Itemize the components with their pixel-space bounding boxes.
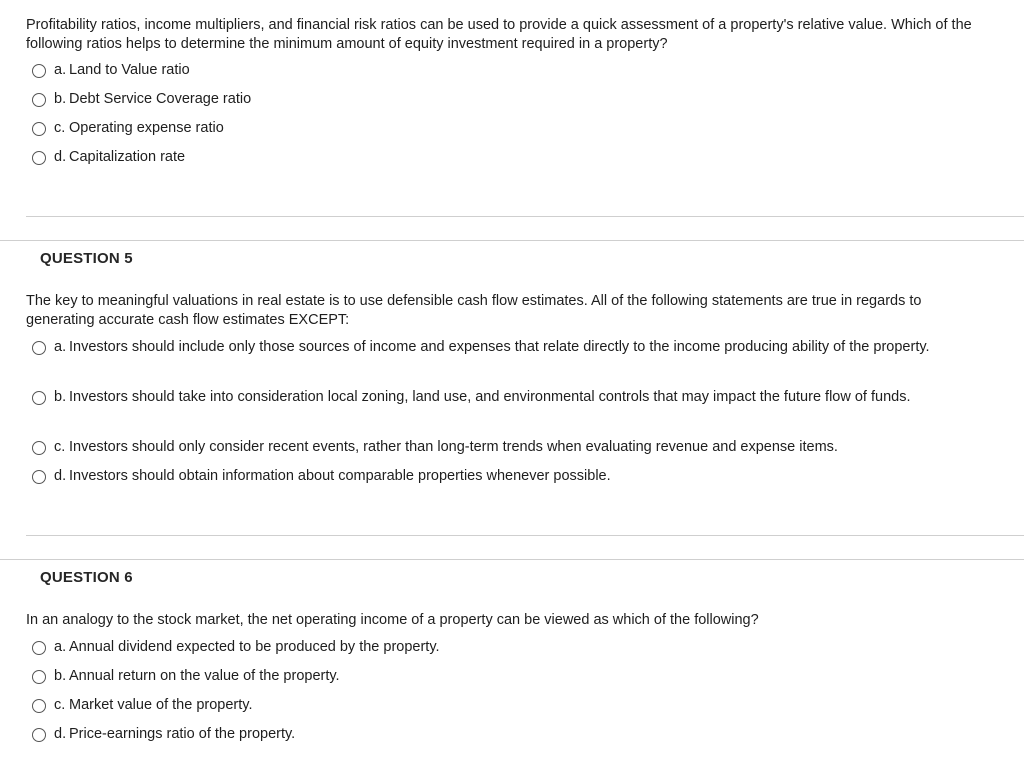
option-letter: c.: [54, 697, 66, 713]
option-letter: c.: [54, 439, 66, 455]
question-divider: [0, 559, 1024, 560]
option-text: Annual return on the value of the property.: [69, 668, 340, 684]
radio-button[interactable]: [32, 441, 46, 455]
option-text: Land to Value ratio: [69, 62, 190, 78]
question-5-option-a[interactable]: [32, 337, 972, 358]
question-5-option-b[interactable]: [32, 387, 972, 408]
question-5-option-d[interactable]: [32, 466, 972, 487]
question-6-prompt: In an analogy to the stock market, the net operating income of a property can be viewed as which of the following?: [26, 612, 759, 628]
radio-button[interactable]: [32, 93, 46, 107]
question-4-option-a[interactable]: [32, 60, 972, 81]
radio-button[interactable]: [32, 64, 46, 78]
radio-button[interactable]: [32, 670, 46, 684]
question-4-option-b[interactable]: [32, 89, 972, 110]
option-text: Investors should include only those sources of income and expenses that relate directly to the income producing ability of the property.: [69, 339, 930, 355]
option-text: Annual dividend expected to be produced by the property.: [69, 639, 440, 655]
option-text: Market value of the property.: [69, 697, 253, 713]
option-letter: b.: [54, 668, 67, 684]
question-divider: [26, 535, 1024, 536]
question-divider: [26, 216, 1024, 217]
question-6-option-a[interactable]: [32, 637, 972, 658]
option-letter: c.: [54, 120, 66, 136]
radio-button[interactable]: [32, 151, 46, 165]
option-text: Investors should only consider recent events, rather than long-term trends when evaluating revenue and expense items.: [69, 439, 838, 455]
question-4-prompt: Profitability ratios, income multipliers, and financial risk ratios can be used to provide a quick assessment of a property's relative value. Which of the following ratios helps to determine the minimum amount of equity investment required in a property?: [26, 17, 972, 52]
radio-button[interactable]: [32, 341, 46, 355]
radio-button[interactable]: [32, 699, 46, 713]
radio-button[interactable]: [32, 122, 46, 136]
option-letter: a.: [54, 62, 67, 78]
question-6-heading: QUESTION 6: [40, 569, 133, 586]
question-divider: [0, 240, 1024, 241]
option-text: Operating expense ratio: [69, 120, 224, 136]
option-letter: d.: [54, 726, 67, 742]
option-text: Capitalization rate: [69, 149, 186, 165]
option-letter: a.: [54, 339, 67, 355]
radio-button[interactable]: [32, 641, 46, 655]
question-6-option-b[interactable]: [32, 666, 972, 687]
option-letter: b.: [54, 91, 67, 107]
option-letter: d.: [54, 149, 67, 165]
option-letter: b.: [54, 389, 67, 405]
radio-button[interactable]: [32, 470, 46, 484]
question-6-option-c[interactable]: [32, 695, 972, 716]
option-text: Price-earnings ratio of the property.: [69, 726, 296, 742]
option-text: Debt Service Coverage ratio: [69, 91, 252, 107]
option-letter: d.: [54, 468, 67, 484]
option-text: Investors should obtain information about comparable properties whenever possible.: [69, 468, 611, 484]
radio-button[interactable]: [32, 728, 46, 742]
question-6-option-d[interactable]: [32, 724, 972, 745]
radio-button[interactable]: [32, 391, 46, 405]
question-5-option-c[interactable]: [32, 437, 972, 458]
question-5-prompt: The key to meaningful valuations in real estate is to use defensible cash flow estimates. All of the following statements are true in regards to generating accurate cash flow estimates EXCEPT:: [26, 293, 922, 328]
option-letter: a.: [54, 639, 67, 655]
question-4-option-d[interactable]: [32, 147, 972, 168]
question-5-heading: QUESTION 5: [40, 250, 133, 267]
question-4-option-c[interactable]: [32, 118, 972, 139]
option-text: Investors should take into consideration local zoning, land use, and environmental controls that may impact the future flow of funds.: [69, 389, 911, 405]
